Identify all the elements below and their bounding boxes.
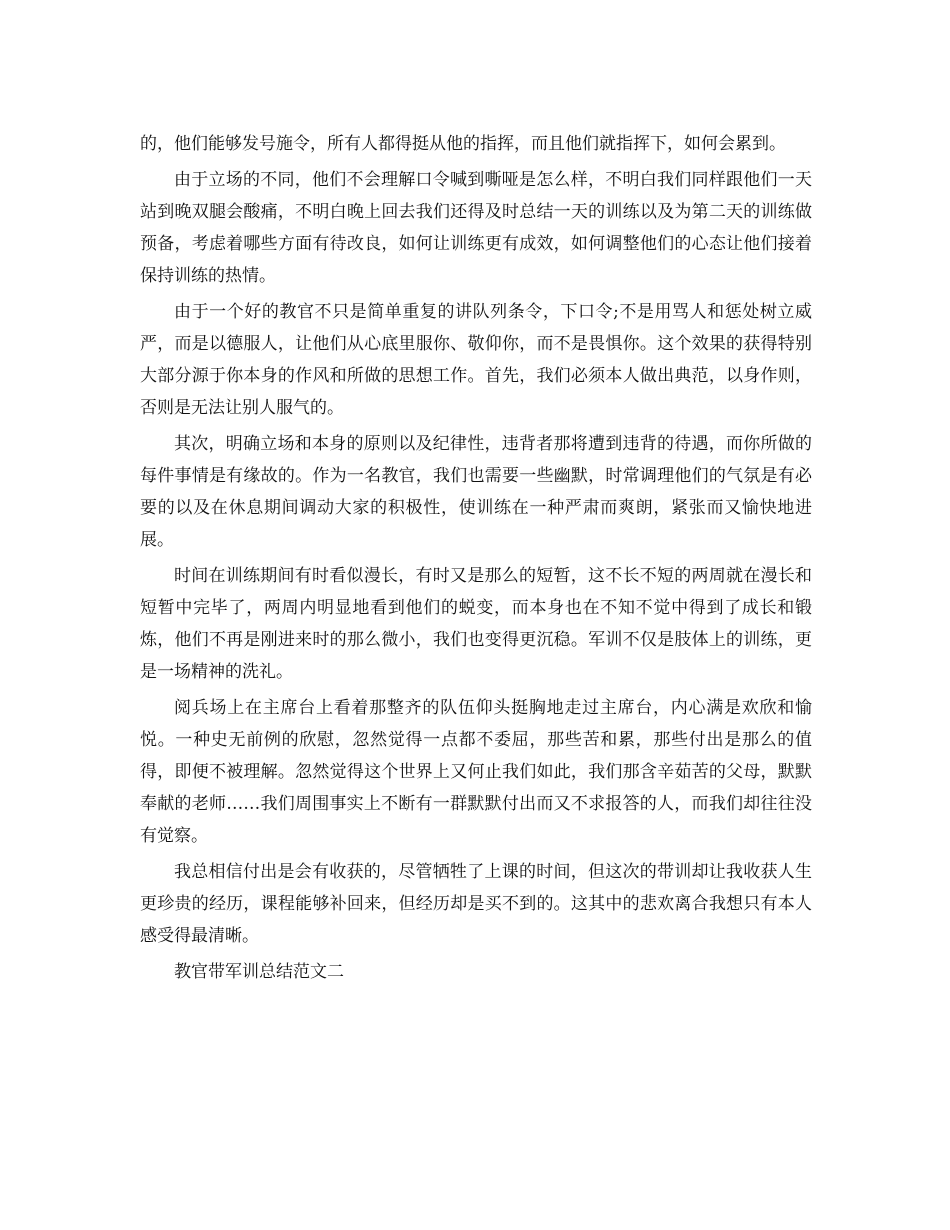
paragraph-4: 其次，明确立场和本身的原则以及纪律性，违背者那将遭到违背的待遇，而你所做的每件事情是有缘故的。作为一名教官，我们也需要一些幽默，时常调理他们的气氛是有必要的以及在休息期间调动大家的积极性，使训练在一种严肃而爽朗，紧张而又愉快地进展。 xyxy=(140,434,812,550)
section-heading: 教官带军训总结范文二 xyxy=(174,962,344,982)
paragraph-6: 阅兵场上在主席台上看着那整齐的队伍仰头挺胸地走过主席台，内心满是欢欣和愉悦。一种史无前例的欣慰，忽然觉得一点都不委屈，那些苦和累，那些付出是那么的值得，即便不被理解。忽然觉得这个世界上又何止我们如此，我们那含辛茹苦的父母，默默奉献的老师……我们周围事实上不断有一群默默付出而又不求报答的人，而我们却往往没有觉察。 xyxy=(140,698,812,846)
paragraph-2: 由于立场的不同，他们不会理解口令喊到嘶哑是怎么样，不明白我们同样跟他们一天站到晚双腿会酸痛，不明白晚上回去我们还得及时总结一天的训练以及为第二天的训练做预备，考虑着哪些方面有待改良，如何让训练更有成效，如何调整他们的心态让他们接着保持训练的热情。 xyxy=(140,170,812,286)
paragraph-3: 由于一个好的教官不只是简单重复的讲队列条令，下口令;不是用骂人和惩处树立威严，而是以德服人，让他们从心底里服你、敬仰你，而不是畏惧你。这个效果的获得特别大部分源于你本身的作风和所做的思想工作。首先，我们必须本人做出典范，以身作则，否则是无法让别人服气的。 xyxy=(140,302,812,418)
paragraph-7: 我总相信付出是会有收获的，尽管牺牲了上课的时间，但这次的带训却让我收获人生更珍贵的经历，课程能够补回来，但经历却是买不到的。这其中的悲欢离合我想只有本人感受得最清晰。 xyxy=(140,862,812,946)
paragraph-5: 时间在训练期间有时看似漫长，有时又是那么的短暂，这不长不短的两周就在漫长和短暂中完毕了，两周内明显地看到他们的蜕变，而本身也在不知不觉中得到了成长和锻炼，他们不再是刚进来时的那么微小，我们也变得更沉稳。军训不仅是肢体上的训练，更是一场精神的洗礼。 xyxy=(140,566,812,682)
document-body xyxy=(140,128,812,988)
paragraph-1: 的，他们能够发号施令，所有人都得挺从他的指挥，而且他们就指挥下，如何会累到。 xyxy=(140,134,786,154)
